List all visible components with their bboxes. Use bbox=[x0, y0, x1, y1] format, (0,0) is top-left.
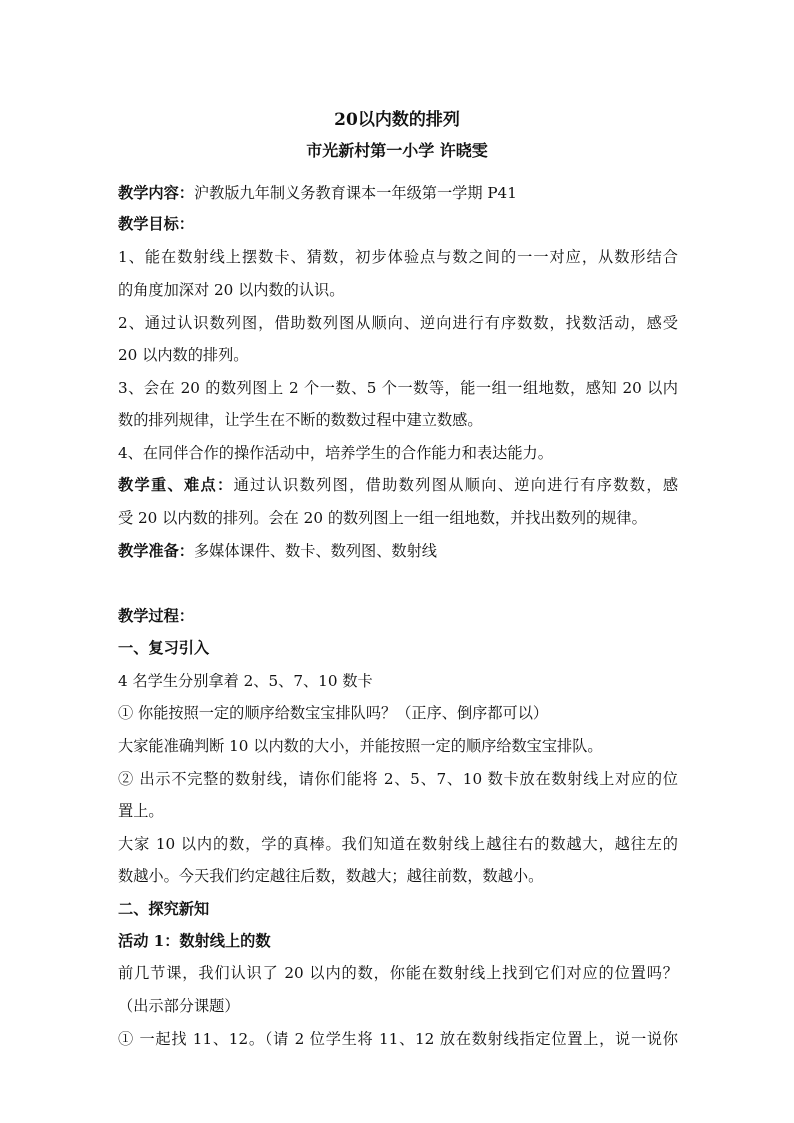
key-points-text: 通过认识数列图，借助数列图从顺向、逆向进行有序数数，感 bbox=[233, 476, 679, 494]
key-points-line-2: 受 20 以内数的排列。会在 20 的数列图上一组一组地数，并找出数列的规律。 bbox=[118, 509, 647, 527]
goal-2-line-1: 2、通过认识数列图，借助数列图从顺向、逆向进行有序数数，找数活动，感受 bbox=[118, 314, 678, 332]
key-points-line-1 bbox=[118, 475, 678, 495]
goal-1-line-2: 的角度加深对 20 以内数的认识。 bbox=[118, 281, 345, 299]
key-points-label: 教学重、难点： bbox=[118, 476, 234, 494]
process-para-5-line-2: 数越小。今天我们约定越往后数，数越大；越往前数，数越小。 bbox=[118, 867, 544, 885]
content-label: 教学内容： bbox=[118, 184, 194, 202]
preparation-label: 教学准备： bbox=[118, 542, 194, 560]
process-para-1: 4 名学生分别拿着 2、5、7、10 数卡 bbox=[118, 672, 373, 690]
process-para-2: ① 你能按照一定的顺序给数宝宝排队吗？（正序、倒序都可以） bbox=[118, 704, 549, 722]
process-para-7: （出示部分课题） bbox=[118, 997, 240, 1015]
content-text: 沪教版九年制义务教育课本一年级第一学期 P41 bbox=[193, 184, 517, 202]
section-2-heading: 二、探究新知 bbox=[118, 900, 210, 918]
goal-1-line-1: 1、能在数射线上摆数卡、猜数，初步体验点与数之间的一一对应，从数形结合 bbox=[118, 248, 678, 266]
document-title: 20以内数的排列 bbox=[334, 110, 460, 130]
process-para-8: ① 一起找 11、12。（请 2 位学生将 11、12 放在数射线指定位置上，说一说你 bbox=[118, 1030, 678, 1048]
section-1-heading: 一、复习引入 bbox=[118, 639, 210, 657]
goal-3-line-1: 3、会在 20 的数列图上 2 个一数、5 个一数等，能一组一组地数，感知 20 以内 bbox=[118, 379, 678, 397]
process-para-4-line-1: ② 出示不完整的数射线，请你们能将 2、5、7、10 数卡放在数射线上对应的位 bbox=[118, 770, 678, 788]
content-line bbox=[118, 183, 678, 203]
process-para-5-line-1: 大家 10 以内的数，学的真棒。我们知道在数射线上越往右的数越大，越往左的 bbox=[118, 835, 678, 853]
preparation-line bbox=[118, 541, 678, 561]
process-para-6: 前几节课，我们认识了 20 以内的数，你能在数射线上找到它们对应的位置吗？ bbox=[118, 964, 678, 982]
activity-1-heading: 活动 1：数射线上的数 bbox=[118, 932, 271, 950]
process-para-3: 大家能准确判断 10 以内数的大小，并能按照一定的顺序给数宝宝排队。 bbox=[118, 737, 603, 755]
process-para-4-line-2: 置上。 bbox=[118, 802, 164, 820]
preparation-text: 多媒体课件、数卡、数列图、数射线 bbox=[193, 542, 437, 560]
goal-3-line-2: 数的排列规律，让学生在不断的数数过程中建立数感。 bbox=[118, 411, 483, 429]
goals-heading: 教学目标： bbox=[118, 215, 194, 233]
goal-2-line-2: 20 以内数的排列。 bbox=[118, 346, 249, 364]
process-heading: 教学过程： bbox=[118, 607, 194, 625]
document-author: 市光新村第一小学 许晓雯 bbox=[306, 141, 488, 160]
goal-4: 4、在同伴合作的操作活动中，培养学生的合作能力和表达能力。 bbox=[118, 444, 553, 462]
